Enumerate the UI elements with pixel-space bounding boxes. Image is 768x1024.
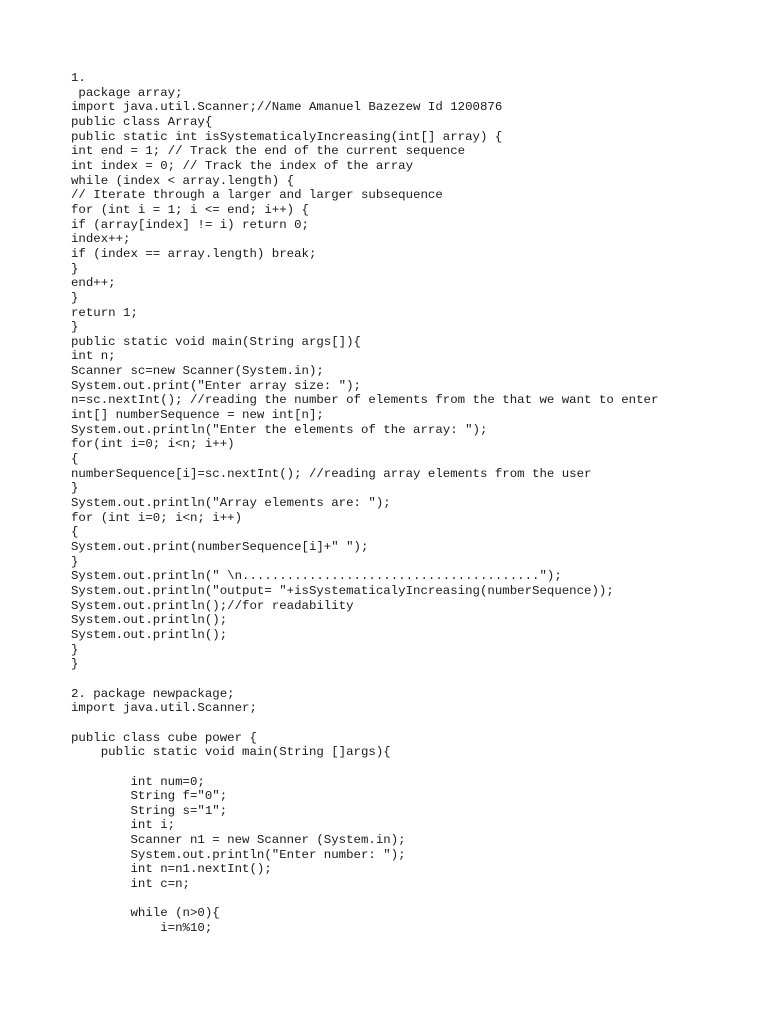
code-line: System.out.println();//for readability [71, 598, 354, 613]
code-line: } [71, 261, 79, 276]
code-line: int num=0; [71, 774, 205, 789]
code-line: } [71, 481, 79, 496]
code-line: String f="0"; [71, 789, 228, 804]
code-line: 1. [71, 71, 86, 85]
code-line [71, 672, 751, 687]
code-line: } [71, 554, 79, 569]
code-line: int end = 1; // Track the end of the current sequence [71, 144, 466, 159]
code-line: public static void main(String []args){ [71, 745, 391, 760]
code-line: i=n%10; [71, 921, 213, 936]
code-line: package array; [71, 85, 183, 100]
code-line: int c=n; [71, 877, 190, 892]
code-line: for(int i=0; i<n; i++) [71, 437, 235, 452]
code-line: int index = 0; // Track the index of the array [71, 158, 414, 173]
code-line: System.out.println("output= "+isSystematicalyIncreasing(numberSequence)); [71, 583, 614, 598]
code-line: index++; [71, 232, 131, 247]
code-line: System.out.println(); [71, 613, 228, 628]
code-listing [71, 71, 751, 936]
code-line: System.out.println(" \n........................................"); [71, 569, 562, 584]
code-line [71, 716, 751, 731]
code-line: import java.util.Scanner; [71, 701, 257, 716]
code-line: numberSequence[i]=sc.nextInt(); //reading array elements from the user [71, 466, 592, 481]
code-line: { [71, 525, 79, 540]
code-line [71, 760, 751, 775]
code-line: System.out.println("Enter the elements of the array: "); [71, 422, 488, 437]
code-line: int i; [71, 818, 176, 833]
code-line: } [71, 657, 79, 672]
code-line: return 1; [71, 305, 138, 320]
code-line: for (int i=0; i<n; i++) [71, 510, 243, 525]
code-line: { [71, 452, 79, 467]
code-line: if (index == array.length) break; [71, 246, 317, 261]
code-line: while (index < array.length) { [71, 173, 295, 188]
code-line: Scanner sc=new Scanner(System.in); [71, 364, 324, 379]
code-line [71, 892, 751, 907]
code-line: System.out.print(numberSequence[i]+" "); [71, 540, 369, 554]
code-line: System.out.println(); [71, 627, 228, 642]
code-line: Scanner n1 = new Scanner (System.in); [71, 833, 406, 848]
code-line: System.out.print("Enter array size: "); [71, 378, 361, 393]
code-line: int n; [71, 349, 116, 364]
code-line: } [71, 642, 79, 657]
code-line: public static int isSystematicalyIncreasing(int[] array) { [71, 129, 503, 144]
code-line: int n=n1.nextInt(); [71, 862, 272, 877]
code-line: } [71, 320, 79, 335]
code-line: public class cube power { [71, 730, 257, 745]
code-line: // Iterate through a larger and larger subsequence [71, 188, 443, 203]
code-line: 2. package newpackage; [71, 686, 235, 701]
code-line: String s="1"; [71, 803, 228, 818]
code-line: if (array[index] != i) return 0; [71, 217, 309, 232]
code-line: for (int i = 1; i <= end; i++) { [71, 202, 309, 217]
code-line: System.out.println("Enter number: "); [71, 847, 406, 862]
code-line: public static void main(String args[]){ [71, 334, 361, 349]
code-line: while (n>0){ [71, 906, 220, 921]
code-line: } [71, 290, 79, 305]
code-line: int[] numberSequence = new int[n]; [71, 408, 324, 423]
code-line: end++; [71, 276, 116, 291]
code-line: public class Array{ [71, 114, 213, 129]
code-line: System.out.println("Array elements are: "); [71, 496, 391, 511]
code-line: n=sc.nextInt(); //reading the number of elements from the that we want to enter [71, 393, 659, 408]
code-line: import java.util.Scanner;//Name Amanuel Bazezew Id 1200876 [71, 100, 503, 115]
